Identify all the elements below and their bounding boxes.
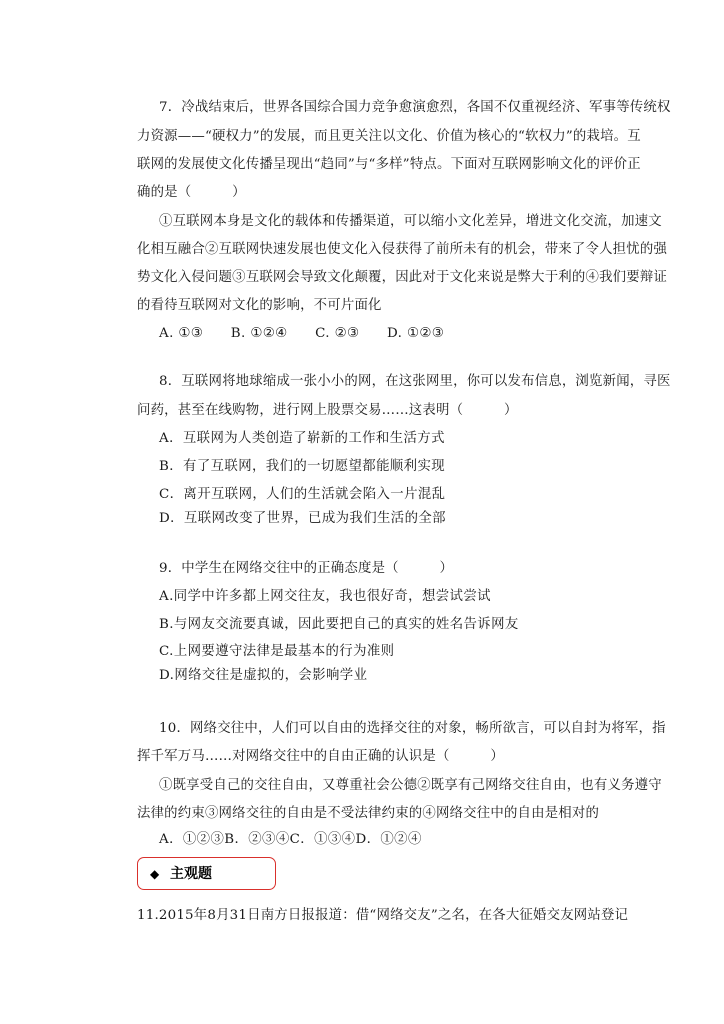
q7-stem-line-1: 7．冷战结束后，世界各国综合国力竞争愈演愈烈，各国不仅重视经济、军事等传统权 — [159, 100, 671, 115]
q7-stem-line-2: 力资源——“硬权力”的发展，而且更关注以文化、价值为核心的“软权力”的栽培。互 — [137, 129, 641, 144]
section-title: 主观题 — [170, 866, 212, 882]
q8-stem-line-2: 问药，甚至在线购物，进行网上股票交易……这表明（ ） — [137, 403, 518, 418]
q10-stem-line-1: 10．网络交往中，人们可以自由的选择交往的对象，畅所欲言，可以自封为将军，指 — [159, 721, 666, 736]
q7-statement-line-3: 势文化入侵问题③互联网会导致文化颠覆，因此对于文化来说是弊大于利的④我们要辩证 — [137, 270, 668, 285]
q9-option-c: C.上网要遵守法律是最基本的行为准则 — [159, 644, 395, 659]
q8-option-a: A．互联网为人类创造了崭新的工作和生活方式 — [159, 431, 445, 446]
q10-statement-line-2: 法律的约束③网络交往的自由是不受法律约束的④网络交往中的自由是相对的 — [137, 806, 600, 821]
q7-statement-line-1: ①互联网本身是文化的载体和传播渠道，可以缩小文化差异，增进文化交流，加速文 — [159, 214, 662, 229]
q8-option-b: B．有了互联网，我们的一切愿望都能顺利实现 — [159, 459, 446, 474]
q9-option-b: B.与网友交流要真诚，因此要把自己的真实的姓名告诉网友 — [159, 617, 519, 632]
q11-stem-line-1: 11.2015年8月31日南方日报报道：借“网络交友”之名，在各大征婚交友网站登记 — [137, 908, 629, 923]
section-header-subjective — [137, 857, 276, 890]
q7-statement-line-2: 化相互融合②互联网快速发展也使文化入侵获得了前所未有的机会，带来了令人担忧的强 — [137, 242, 668, 257]
q10-statement-line-1: ①既享受自己的交往自由，又尊重社会公德②既享有己网络交往自由，也有义务遵守 — [159, 778, 662, 793]
q7-stem-line-4: 确的是（ ） — [137, 185, 246, 200]
q10-stem-line-2: 挥千军万马……对网络交往中的自由正确的认识是（ ） — [137, 749, 504, 764]
q7-options: A. ①③ B. ①②④ C. ②③ D. ①②③ — [159, 326, 445, 341]
q9-option-a: A.同学中许多都上网交往友，我也很好奇，想尝试尝试 — [159, 589, 491, 604]
q7-stem-line-3: 联网的发展使文化传播呈现出“趋同”与“多样”特点。下面对互联网影响文化的评价正 — [137, 157, 641, 172]
q8-stem-line-1: 8．互联网将地球缩成一张小小的网，在这张网里，你可以发布信息，浏览新闻，寻医 — [159, 374, 671, 389]
q7-statement-line-4: 的看待互联网对文化的影响，不可片面化 — [137, 298, 382, 313]
q10-options: A．①②③B．②③④C．①③④D．①②④ — [159, 832, 422, 847]
q8-option-c: C．离开互联网，人们的生活就会陷入一片混乱 — [159, 487, 446, 502]
q9-stem: 9．中学生在网络交往中的正确态度是（ ） — [159, 561, 454, 576]
q8-option-d: D．互联网改变了世界，已成为我们生活的全部 — [159, 511, 446, 526]
diamond-icon: ◆ — [150, 867, 160, 881]
q9-option-d: D.网络交往是虚拟的，会影响学业 — [159, 668, 368, 683]
